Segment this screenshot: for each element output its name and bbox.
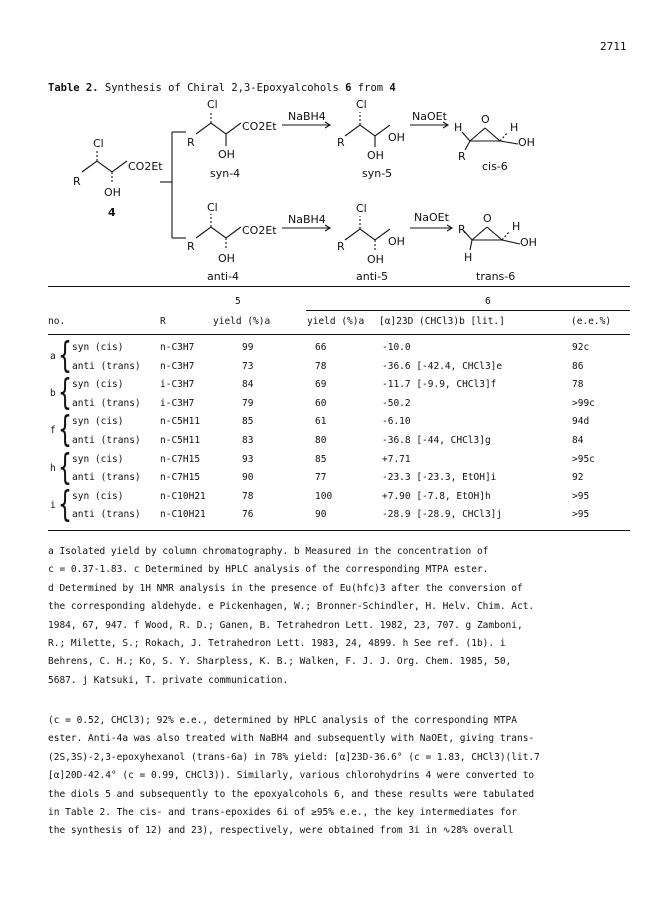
cell-yield5: 73 (242, 360, 254, 372)
body-line: the synthesis of 12) and 23), respectively, were obtained from 3i in ∿28% overall (48, 825, 514, 837)
trans6-h-left: H (464, 251, 473, 264)
cell-isomer: anti (trans) (72, 509, 141, 521)
anti5-cl: Cl (356, 202, 367, 215)
syn-naoet: NaOEt (412, 110, 447, 123)
syn5-cl: Cl (356, 98, 367, 111)
c4-cl: Cl (93, 137, 104, 150)
trans6-r: R (458, 223, 466, 236)
cell-isomer: syn (cis) (72, 490, 124, 502)
cis6-r: R (458, 150, 466, 163)
table-label: Table 2. (48, 82, 99, 94)
anti4-oh: OH (218, 252, 235, 265)
syn4-r: R (187, 136, 195, 149)
cell-ee: 78 (572, 379, 584, 391)
footnote-line: the corresponding aldehyde. e Pickenhagen, W.; Bronner-Schindler, H. Helv. Chim. Act. (48, 601, 535, 613)
cis6-o: O (481, 113, 490, 126)
cell-isomer: anti (trans) (72, 360, 141, 372)
trans6-oh: OH (520, 236, 537, 249)
footnote-line: d Determined by 1H NMR analysis in the presence of Eu(hfc)3 after the conversion of (48, 582, 523, 594)
reaction-scheme (0, 0, 672, 300)
cell-isomer: syn (cis) (72, 453, 124, 465)
syn4-cl: Cl (207, 98, 218, 111)
cell-isomer: syn (cis) (72, 416, 124, 428)
cis6-oh: OH (518, 136, 535, 149)
cell-yield6: 90 (315, 509, 327, 521)
anti4-label: anti-4 (207, 270, 240, 283)
c4-r: R (73, 175, 81, 188)
cell-yield6: 60 (315, 397, 327, 409)
cell-no: i (50, 499, 56, 511)
header-r: R (160, 316, 166, 327)
row-pair-brace: { (58, 448, 72, 489)
cell-ee: >95 (572, 490, 590, 502)
cell-ee: >99c (572, 397, 595, 409)
cell-r: n-C10H21 (160, 490, 206, 502)
anti5-label: anti-5 (356, 270, 389, 283)
cell-alpha: -10.0 (382, 342, 411, 353)
row-pair-brace: { (58, 336, 72, 377)
caption-text: Synthesis of Chiral 2,3-Epoxyalcohols (104, 82, 339, 94)
cell-alpha: +7.71 (382, 453, 411, 465)
cell-r: n-C10H21 (160, 509, 206, 521)
group-header-6: 6 (485, 296, 491, 307)
table-bottom-rule (48, 530, 630, 531)
anti4-r: R (187, 240, 195, 253)
cell-yield6: 100 (315, 490, 333, 502)
cis6-h-right: H (510, 121, 519, 134)
cell-ee: >95c (572, 453, 595, 465)
cell-yield6: 85 (315, 453, 327, 465)
cell-ee: 92c (572, 342, 590, 353)
cell-alpha: -23.3 [-23.3, EtOH]i (382, 472, 497, 484)
trans6-label: trans-6 (476, 270, 516, 283)
body-line: the diols 5 and subsequently to the epoxyalcohols 6, and these results were tabulated (48, 788, 535, 800)
cis6-h-left: H (454, 121, 463, 134)
cell-yield5: 93 (242, 453, 254, 465)
cell-yield6: 61 (315, 416, 327, 428)
anti-nabh4: NaBH4 (288, 213, 326, 226)
row-pair-brace: { (58, 485, 72, 526)
c4-co2et: CO2Et (128, 160, 163, 173)
cell-yield5: 76 (242, 509, 254, 521)
cell-yield5: 78 (242, 490, 254, 502)
body-line: (c = 0.52, CHCl3); 92% e.e., determined by HPLC analysis of the corresponding MTPA (48, 715, 517, 726)
cis6-label: cis-6 (482, 160, 508, 173)
cell-alpha: -36.8 [-44, CHCl3]g (382, 435, 491, 446)
cell-r: n-C3H7 (160, 342, 195, 353)
cell-alpha: -11.7 [-9.9, CHCl3]f (382, 379, 497, 391)
body-line: in Table 2. The cis- and trans-epoxides 6i of ≥95% e.e., the key intermediates for (48, 807, 517, 819)
syn-nabh4: NaBH4 (288, 110, 326, 123)
cell-yield6: 69 (315, 379, 327, 391)
trans6-h-right: H (512, 220, 521, 233)
syn5-r: R (337, 136, 345, 149)
header-ee: (e.e.%) (571, 316, 612, 327)
cell-no: a (50, 351, 56, 362)
cell-no: h (50, 462, 56, 474)
syn5-label: syn-5 (362, 167, 393, 180)
cell-yield5: 79 (242, 397, 254, 409)
cell-alpha: -6.10 (382, 416, 411, 428)
cell-r: n-C5H11 (160, 435, 201, 446)
cell-yield5: 84 (242, 379, 254, 391)
table-header-rule (48, 334, 630, 335)
cell-yield5: 83 (242, 435, 254, 446)
footnote-line: 5687. j Katsuki, T. private communication. (48, 674, 289, 686)
cell-isomer: anti (trans) (72, 472, 141, 484)
body-text (48, 712, 638, 841)
caption-compound-4: 4 (389, 82, 396, 94)
syn4-label: syn-4 (210, 167, 241, 180)
c4-oh: OH (104, 186, 121, 199)
trans6-o: O (483, 212, 492, 225)
cell-yield6: 80 (315, 435, 327, 446)
cell-isomer: syn (cis) (72, 342, 124, 353)
cell-yield6: 78 (315, 360, 327, 372)
row-pair-brace: { (58, 373, 72, 414)
cell-r: n-C5H11 (160, 416, 201, 428)
cell-r: i-C3H7 (160, 379, 195, 391)
table-top-rule (48, 286, 630, 287)
syn4-co2et: CO2Et (242, 120, 277, 133)
page-number: 2711 (600, 40, 627, 53)
cell-ee: >95 (572, 509, 590, 521)
cell-isomer: syn (cis) (72, 379, 124, 391)
cell-yield6: 66 (315, 342, 327, 353)
cell-ee: 92 (572, 472, 584, 484)
anti4-co2et: CO2Et (242, 224, 277, 237)
anti5-oh: OH (367, 253, 384, 266)
cell-yield5: 85 (242, 416, 254, 428)
cell-alpha: -50.2 (382, 397, 411, 409)
syn5-oh: OH (367, 149, 384, 162)
caption-from: from (357, 82, 384, 94)
body-line: (2S,3S)-2,3-epoxyhexanol (trans-6a) in 78% yield: [α]23D-36.6° (c = 1.83, CHCl3)(lit.7 (48, 751, 540, 763)
cell-alpha: -36.6 [-42.4, CHCl3]e (382, 360, 503, 372)
cell-isomer: anti (trans) (72, 435, 141, 446)
body-line: ester. Anti-4a was also treated with NaBH4 and subsequently with NaOEt, giving trans- (48, 733, 535, 745)
cell-no: b (50, 388, 56, 400)
anti5-oh-right: OH (388, 235, 405, 248)
anti5-r: R (337, 240, 345, 253)
caption-compound-6: 6 (345, 82, 352, 94)
footnote-line: R.; Milette, S.; Rokach, J. Tetrahedron Lett. 1983, 24, 4899. h See ref. (1b). i (48, 638, 506, 650)
group-6-rule (306, 310, 630, 311)
cell-r: n-C3H7 (160, 360, 195, 372)
group-header-5: 5 (235, 296, 241, 307)
footnote-line: a Isolated yield by column chromatography. b Measured in the concentration of (48, 546, 489, 557)
anti-naoet: NaOEt (414, 211, 449, 224)
header-yield5: yield (%)a (213, 316, 271, 327)
cell-r: n-C7H15 (160, 453, 201, 465)
footnote-line: Behrens, C. H.; Ko, S. Y. Sharpless, K. B.; Walken, F. J. J. Org. Chem. 1985, 50, (48, 656, 512, 668)
cell-yield5: 99 (242, 342, 254, 353)
cell-yield5: 90 (242, 472, 254, 484)
header-no: no. (48, 316, 66, 327)
syn4-oh: OH (218, 148, 235, 161)
header-alpha: [α]23D (CHCl3)b [lit.] (379, 316, 505, 327)
cell-yield6: 77 (315, 472, 327, 484)
header-yield6: yield (%)a (307, 316, 365, 327)
cell-no: f (50, 425, 56, 437)
row-pair-brace: { (58, 411, 72, 452)
body-line: [α]20D-42.4° (c = 0.99, CHCl3)). Similarly, various chlorohydrins 4 were converted to (48, 770, 535, 782)
cell-alpha: -28.9 [-28.9, CHCl3]j (382, 509, 503, 521)
cell-ee: 86 (572, 360, 584, 372)
cell-isomer: anti (trans) (72, 397, 141, 409)
footnotes (48, 543, 638, 690)
syn5-oh-right: OH (388, 131, 405, 144)
anti4-cl: Cl (207, 201, 218, 214)
cell-alpha: +7.90 [-7.8, EtOH]h (382, 490, 491, 502)
footnote-line: 1984, 67, 947. f Wood, R. D.; Ganen, B. Tetrahedron Lett. 1982, 23, 707. g Zamboni, (48, 619, 523, 631)
cell-r: i-C3H7 (160, 397, 195, 409)
cell-ee: 94d (572, 416, 590, 428)
footnote-line: c = 0.37-1.83. c Determined by HPLC analysis of the corresponding MTPA ester. (48, 564, 489, 576)
cell-ee: 84 (572, 435, 584, 446)
cell-r: n-C7H15 (160, 472, 201, 484)
c4-number: 4 (108, 206, 116, 219)
